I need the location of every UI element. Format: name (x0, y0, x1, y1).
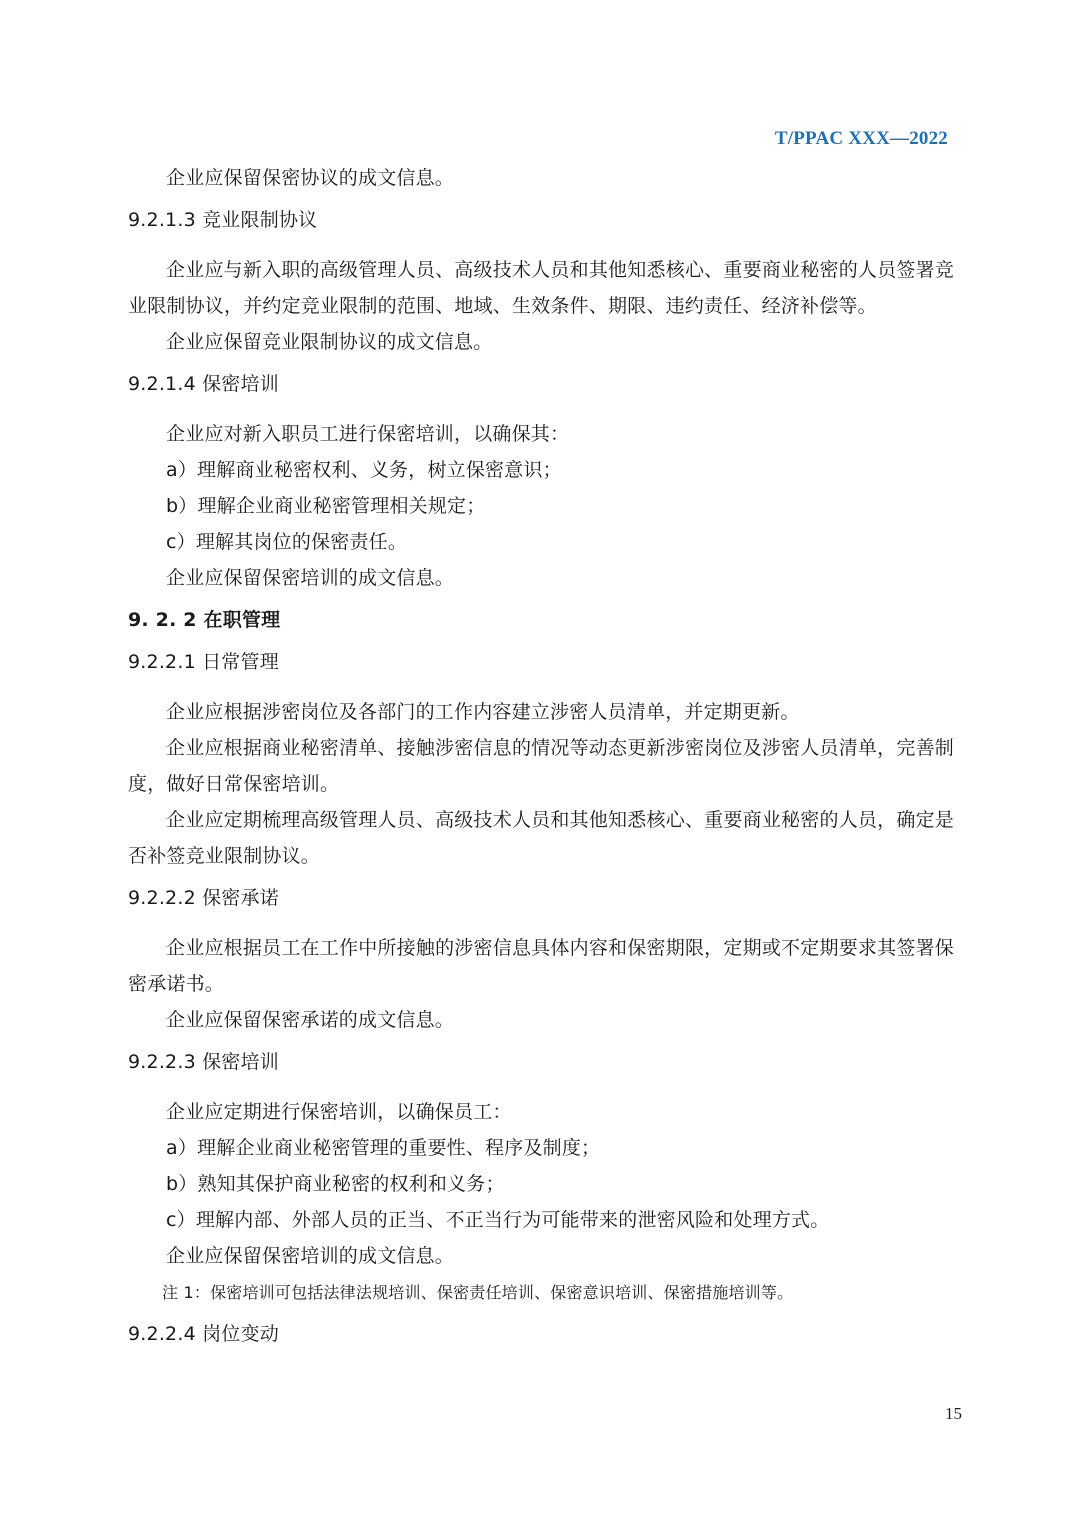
paragraph: 企业应根据商业秘密清单、接触涉密信息的情况等动态更新涉密岗位及涉密人员清单，完善制度，做好日常保密培训。 (128, 737, 954, 795)
section-heading-9-2-2: 9. 2. 2 在职管理 (128, 609, 281, 631)
paragraph: 企业应对新入职员工进行保密培训，以确保其： (166, 423, 570, 445)
paragraph: 企业应根据涉密岗位及各部门的工作内容建立涉密人员清单，并定期更新。 (166, 701, 800, 723)
section-heading-9-2-2-4: 9.2.2.4 岗位变动 (128, 1323, 279, 1345)
document-body (128, 160, 954, 1366)
list-item: a）理解企业商业秘密管理的重要性、程序及制度； (166, 1137, 601, 1159)
paragraph: 企业应保留竞业限制协议的成文信息。 (166, 331, 493, 353)
list-item: a）理解商业秘密权利、义务，树立保密意识； (166, 459, 562, 481)
list-item: c）理解其岗位的保密责任。 (166, 531, 408, 553)
page-number: 15 (945, 1404, 962, 1423)
paragraph: 企业应根据员工在工作中所接触的涉密信息具体内容和保密期限，定期或不定期要求其签署保密承诺书。 (128, 937, 954, 995)
list-item: b）理解企业商业秘密管理相关规定； (166, 495, 486, 517)
paragraph: 企业应保留保密承诺的成文信息。 (166, 1009, 455, 1031)
section-heading-9-2-1-4: 9.2.1.4 保密培训 (128, 373, 279, 395)
paragraph: 企业应定期进行保密培训，以确保员工： (166, 1101, 512, 1123)
paragraph: 企业应保留保密培训的成文信息。 (166, 1245, 455, 1267)
list-item: c）理解内部、外部人员的正当、不正当行为可能带来的泄密风险和处理方式。 (166, 1209, 830, 1231)
section-heading-9-2-1-3: 9.2.1.3 竞业限制协议 (128, 209, 318, 231)
paragraph: 企业应保留保密培训的成文信息。 (166, 567, 455, 589)
list-item: b）熟知其保护商业秘密的权利和义务； (166, 1173, 505, 1195)
section-heading-9-2-2-2: 9.2.2.2 保密承诺 (128, 887, 279, 909)
paragraph: 企业应保留保密协议的成文信息。 (166, 167, 455, 189)
document-code-header: T/PPAC XXX—2022 (774, 128, 948, 149)
paragraph: 企业应与新入职的高级管理人员、高级技术人员和其他知悉核心、重要商业秘密的人员签署竞业限制协议，并约定竞业限制的范围、地域、生效条件、期限、违约责任、经济补偿等。 (128, 259, 954, 317)
section-heading-9-2-2-3: 9.2.2.3 保密培训 (128, 1051, 279, 1073)
paragraph: 企业应定期梳理高级管理人员、高级技术人员和其他知悉核心、重要商业秘密的人员，确定是否补签竞业限制协议。 (128, 809, 954, 867)
section-heading-9-2-2-1: 9.2.2.1 日常管理 (128, 651, 279, 673)
note: 注 1：保密培训可包括法律法规培训、保密责任培训、保密意识培训、保密措施培训等。 (162, 1283, 794, 1302)
